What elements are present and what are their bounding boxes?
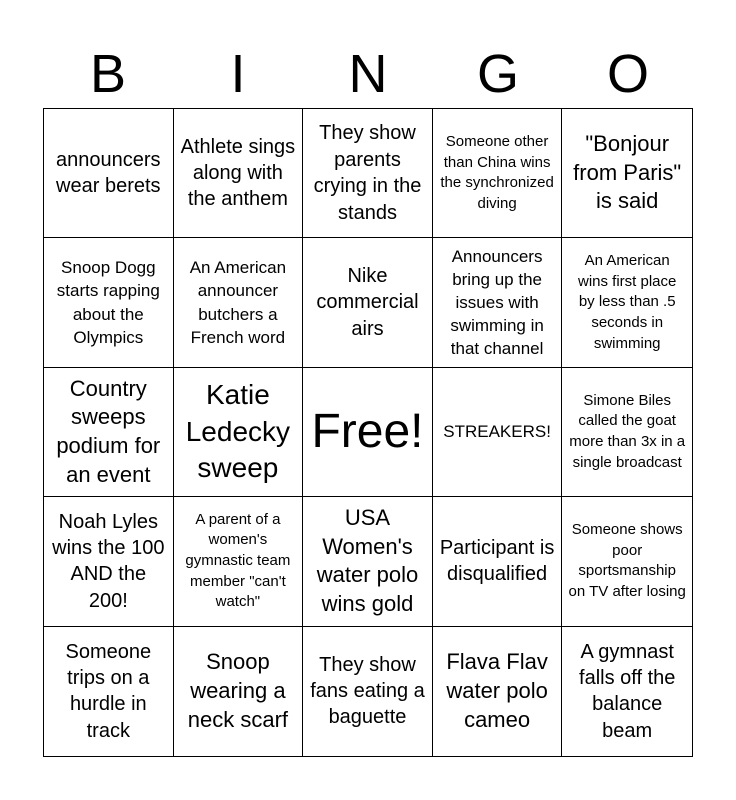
cell-label: Country sweeps podium for an event	[56, 375, 161, 487]
bingo-cell[interactable]	[44, 368, 174, 497]
cell-label: Nike commercial airs	[316, 265, 419, 340]
cell-label: Athlete sings along with the anthem	[180, 135, 296, 211]
bingo-cell[interactable]	[303, 627, 433, 756]
bingo-cell[interactable]	[44, 238, 174, 367]
bingo-cell[interactable]	[562, 238, 692, 367]
bingo-cell[interactable]	[174, 627, 304, 756]
cell-label: An American wins first place by less than .5 seconds in swimming	[578, 251, 677, 352]
bingo-cell[interactable]	[303, 497, 433, 626]
header-letter-n: N	[348, 44, 388, 104]
bingo-cell[interactable]	[303, 109, 433, 238]
cell-label: A parent of a women's gymnastic team member "can't watch"	[185, 510, 291, 611]
bingo-board	[43, 108, 693, 757]
bingo-cell[interactable]	[433, 238, 563, 367]
bingo-cell-free[interactable]	[303, 368, 433, 497]
bingo-cell[interactable]	[433, 368, 563, 497]
cell-label: Announcers bring up the issues with swimming in that channel	[450, 246, 544, 359]
cell-label: An American announcer butchers a French word	[189, 258, 287, 347]
cell-label: Snoop wearing a neck scarf	[187, 649, 289, 732]
cell-label: Simone Biles called the goat more than 3x in a single broadcast	[569, 391, 686, 471]
bingo-cell[interactable]	[433, 497, 563, 626]
cell-label: Participant is disqualified	[439, 537, 555, 586]
bingo-cell[interactable]	[174, 238, 304, 367]
header-letter-b: B	[89, 44, 127, 104]
bingo-cell[interactable]	[433, 109, 563, 238]
bingo-header	[43, 40, 693, 108]
bingo-cell[interactable]	[303, 238, 433, 367]
bingo-cell[interactable]	[174, 109, 304, 238]
cell-label: Noah Lyles wins the 100 AND the 200!	[52, 510, 165, 612]
cell-label: Someone other than China wins the synchronized diving	[440, 132, 554, 212]
cell-label: Flava Flav water polo cameo	[446, 649, 548, 732]
cell-label: They show fans eating a baguette	[310, 653, 425, 729]
cell-label: Someone trips on a hurdle in track	[65, 640, 152, 742]
cell-label: Someone shows poor sportsmanship on TV after losing	[568, 521, 686, 601]
bingo-cell[interactable]	[174, 368, 304, 497]
header-letter-i: I	[230, 44, 246, 104]
cell-label: Snoop Dogg starts rapping about the Olympics	[56, 258, 160, 347]
bingo-cell[interactable]	[44, 627, 174, 756]
cell-label: STREAKERS!	[443, 422, 551, 442]
bingo-cell[interactable]	[44, 109, 174, 238]
bingo-cell[interactable]	[562, 368, 692, 497]
bingo-cell[interactable]	[562, 109, 692, 238]
cell-label: announcers wear berets	[56, 148, 161, 198]
header-letter-o: O	[606, 44, 649, 104]
cell-label: "Bonjour from Paris" is said	[573, 131, 682, 214]
cell-label: A gymnast falls off the balance beam	[579, 640, 676, 742]
bingo-cell[interactable]	[433, 627, 563, 756]
bingo-cell[interactable]	[562, 627, 692, 756]
cell-label: Free!	[311, 404, 424, 458]
cell-label: Katie Ledecky sweep	[185, 379, 291, 484]
bingo-cell[interactable]	[174, 497, 304, 626]
cell-label: They show parents crying in the stands	[313, 122, 422, 224]
bingo-cell[interactable]	[562, 497, 692, 626]
header-letter-g: G	[476, 44, 519, 104]
bingo-cell[interactable]	[44, 497, 174, 626]
cell-label: USA Women's water polo wins gold	[316, 505, 419, 616]
